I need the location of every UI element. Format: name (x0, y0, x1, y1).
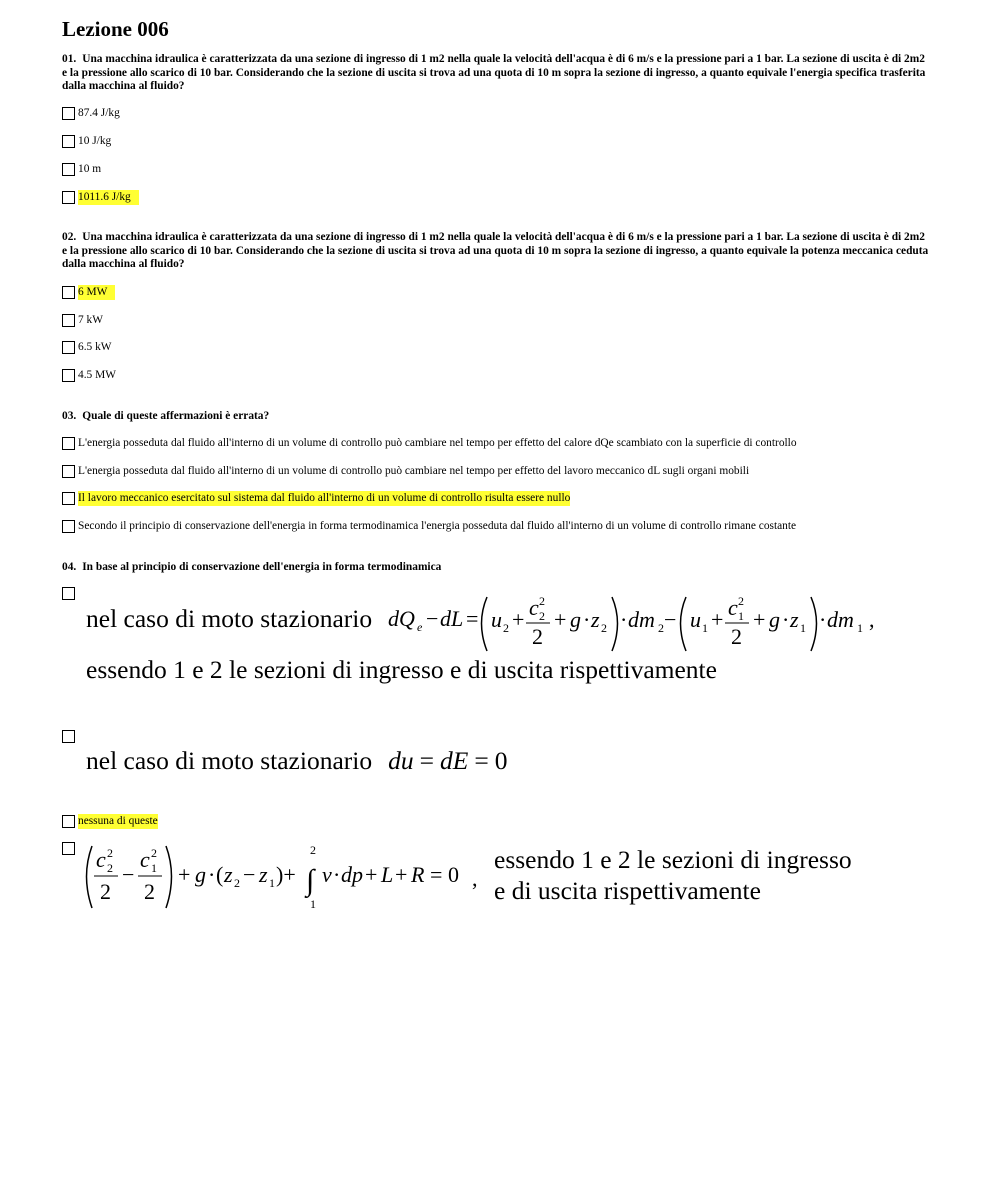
question-02 (62, 231, 930, 272)
question-text: Una macchina idraulica è caratterizzata da una sezione di ingresso di 1 m2 nella quale la velocità dell'acqua è di 6 m/s e la pressione pari a 1 bar. La sezione di uscita è di 2m2 e la pressione allo scarico di 10 bar. Considerando che la sezione di uscita si trova ad una quota di 10 m sopra la sezione di ingresso, a quanto equivale l'energia specifica trasferita dalla macchina al fluido? (62, 53, 926, 92)
svg-text:·: · (208, 862, 216, 887)
checkbox[interactable] (62, 437, 75, 450)
option-label: Secondo il principio di conservazione dell'energia in forma termodinamica l'energia posseduta dal fluido all'interno di un volume di controllo rimane costante (78, 520, 797, 532)
svg-text:g: g (769, 607, 780, 632)
checkbox[interactable] (62, 163, 75, 176)
checkbox[interactable] (62, 286, 75, 299)
svg-text:0: 0 (448, 862, 459, 887)
option-label: 7 kW (78, 314, 103, 326)
checkbox[interactable] (62, 191, 75, 204)
svg-text:2: 2 (107, 846, 113, 860)
answer-option[interactable] (62, 436, 797, 451)
svg-text:g: g (195, 862, 206, 887)
svg-text:·: · (782, 607, 790, 632)
svg-text:(: ( (216, 862, 224, 887)
svg-text:−: − (122, 862, 135, 887)
checkbox[interactable] (62, 107, 75, 120)
option-label-highlighted: nessuna di queste (78, 815, 158, 827)
formula-equation (388, 593, 888, 657)
svg-text:2: 2 (100, 879, 111, 904)
checkbox[interactable] (62, 587, 75, 600)
option-label: 10 m (78, 163, 102, 175)
option-label: 6.5 kW (78, 341, 112, 353)
svg-text:z: z (790, 607, 799, 632)
svg-text:1: 1 (702, 621, 708, 635)
formula-bernoulli (80, 842, 880, 914)
svg-text:·: · (583, 607, 591, 632)
svg-text:1: 1 (310, 897, 316, 911)
checkbox[interactable] (62, 341, 75, 354)
svg-text:·: · (620, 607, 628, 632)
question-number: 02. (62, 231, 77, 243)
svg-text:2: 2 (539, 594, 545, 608)
answer-option[interactable] (62, 162, 101, 177)
answer-option-correct[interactable] (62, 285, 115, 300)
svg-text:2: 2 (107, 861, 113, 875)
question-text: In base al principio di conservazione dell'energia in forma termodinamica (82, 561, 442, 573)
answer-option[interactable] (62, 368, 116, 383)
checkbox[interactable] (62, 520, 75, 533)
svg-text:dQ: dQ (388, 606, 415, 631)
answer-option-correct[interactable] (62, 190, 139, 205)
svg-text:2: 2 (539, 609, 545, 623)
page-title: Lezione 006 (62, 17, 169, 41)
svg-text:+: + (711, 607, 724, 632)
svg-text:1: 1 (857, 621, 863, 635)
svg-text:2: 2 (151, 846, 157, 860)
question-number: 04. (62, 561, 77, 573)
svg-text:2: 2 (234, 876, 240, 890)
svg-text:2: 2 (601, 621, 607, 635)
svg-text:v: v (322, 862, 332, 887)
answer-option[interactable] (62, 313, 103, 328)
svg-text:2: 2 (658, 621, 664, 635)
checkbox[interactable] (62, 730, 75, 743)
checkbox[interactable] (62, 815, 75, 828)
svg-text:+: + (554, 607, 567, 632)
answer-option-correct[interactable] (62, 814, 158, 829)
svg-text:c: c (728, 595, 738, 620)
svg-text:R: R (411, 862, 425, 887)
answer-option[interactable] (62, 340, 112, 355)
svg-text:=: = (430, 862, 443, 887)
formula-steady-state: nel caso di moto stazionario du = dE = 0 (86, 746, 508, 775)
question-03 (62, 410, 930, 424)
question-04 (62, 561, 930, 575)
option-label: L'energia posseduta dal fluido all'interno di un volume di controllo può cambiare nel tempo per effetto del lavoro meccanico dL sugli organi mobili (78, 465, 750, 477)
svg-text:c: c (529, 595, 539, 620)
svg-text:dp: dp (341, 862, 363, 887)
svg-text:−: − (426, 606, 439, 631)
option-label: 87.4 J/kg (78, 107, 120, 119)
checkbox[interactable] (62, 314, 75, 327)
answer-option[interactable] (62, 106, 120, 121)
answer-option[interactable] (62, 730, 78, 743)
answer-option-correct[interactable] (62, 491, 570, 506)
svg-text:z: z (259, 862, 268, 887)
formula-note (494, 844, 852, 906)
svg-text:·: · (819, 607, 827, 632)
answer-option[interactable] (62, 464, 749, 479)
svg-text:+: + (365, 862, 378, 887)
answer-option[interactable] (62, 842, 78, 855)
question-01 (62, 53, 930, 94)
svg-text:1: 1 (269, 876, 275, 890)
checkbox[interactable] (62, 842, 75, 855)
svg-text:u: u (491, 607, 502, 632)
option-label: 4.5 MW (78, 369, 116, 381)
svg-text:c: c (140, 847, 150, 872)
answer-option[interactable] (62, 587, 78, 600)
svg-text:2: 2 (532, 624, 543, 649)
svg-text:z: z (591, 607, 600, 632)
formula-note-line: essendo 1 e 2 le sezioni di ingresso (494, 845, 852, 874)
checkbox[interactable] (62, 135, 75, 148)
formula-note-line: e di uscita rispettivamente (494, 876, 761, 905)
svg-text:·: · (333, 862, 341, 887)
svg-text:−: − (664, 607, 677, 632)
svg-text:+: + (178, 862, 191, 887)
option-label: 10 J/kg (78, 135, 112, 147)
svg-text:1: 1 (800, 621, 806, 635)
formula-note: essendo 1 e 2 le sezioni di ingresso e di uscita rispettivamente (86, 655, 717, 684)
svg-text:z: z (224, 862, 233, 887)
answer-option[interactable] (62, 134, 111, 149)
option-label: L'energia posseduta dal fluido all'interno di un volume di controllo può cambiare nel tempo per effetto del calore dQe scambiato con la superficie di controllo (78, 437, 797, 449)
svg-text:u: u (690, 607, 701, 632)
svg-text:L: L (381, 862, 394, 887)
formula-prefix: nel caso di moto stazionario (86, 604, 373, 633)
option-label-highlighted: 6 MW (78, 285, 115, 300)
checkbox[interactable] (62, 369, 75, 382)
svg-text:+: + (753, 607, 766, 632)
svg-text:e: e (417, 620, 423, 634)
formula-prefix: nel caso di moto stazionario (86, 746, 373, 775)
svg-text:dL: dL (440, 606, 464, 631)
question-number: 03. (62, 410, 77, 422)
question-text: Una macchina idraulica è caratterizzata da una sezione di ingresso di 1 m2 nella quale la velocità dell'acqua è di 6 m/s e la pressione pari a 1 bar. La sezione di uscita è di 2m2 e la pressione allo scarico di 10 bar. Considerando che la sezione di uscita si trova ad una quota di 10 m sopra la sezione di ingresso, a quanto equivale la potenza meccanica ceduta dalla macchina al fluido? (62, 231, 929, 270)
svg-text:+: + (395, 862, 408, 887)
svg-text:2: 2 (310, 843, 316, 857)
formula-equation (80, 842, 480, 914)
svg-text:−: − (243, 862, 256, 887)
svg-text:∫: ∫ (306, 864, 315, 897)
svg-text:2: 2 (731, 624, 742, 649)
svg-text:c: c (96, 847, 106, 872)
svg-text:,: , (869, 607, 875, 632)
svg-text:2: 2 (144, 879, 155, 904)
formula-steady-energy-balance (86, 593, 886, 684)
checkbox[interactable] (62, 492, 75, 505)
svg-text:1: 1 (151, 861, 157, 875)
option-label-highlighted: 1011.6 J/kg (78, 190, 139, 205)
svg-text:dm: dm (827, 607, 854, 632)
option-label-highlighted: Il lavoro meccanico esercitato sul sistema dal fluido all'interno di un volume di controllo risulta essere nullo (78, 492, 571, 504)
checkbox[interactable] (62, 465, 75, 478)
question-text: Quale di queste affermazioni è errata? (82, 410, 270, 422)
svg-text:2: 2 (503, 621, 509, 635)
question-number: 01. (62, 53, 77, 65)
svg-text:)+: )+ (276, 862, 296, 887)
svg-text:dm: dm (628, 607, 655, 632)
formula-equation: du (388, 746, 414, 775)
svg-text:+: + (512, 607, 525, 632)
svg-text:1: 1 (738, 609, 744, 623)
svg-text:2: 2 (738, 594, 744, 608)
svg-text:g: g (570, 607, 581, 632)
svg-text:=: = (466, 606, 479, 631)
svg-text:,: , (472, 866, 478, 891)
answer-option[interactable] (62, 519, 796, 534)
